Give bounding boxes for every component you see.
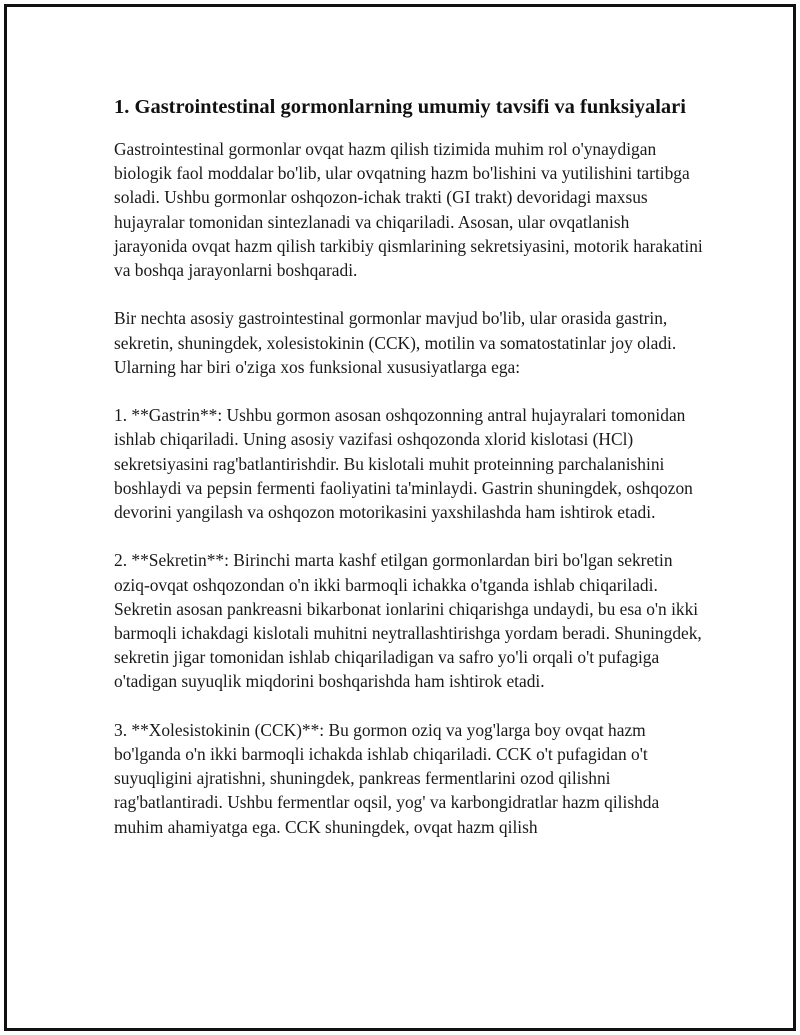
paragraph-cck: 3. **Xolesistokinin (CCK)**: Bu gormon oziq va yog'larga boy ovqat hazm bo'lganda o'n ikki barmoqli ichakda ishlab chiqariladi. CCK o't pufagidan o't suyuqligini ajratishni, shuningdek, pankreas fermentlarini ozod qilishni rag'batlantiradi. Ushbu fermentlar oqsil, yog' va karbongidratlar hazm qilishda muhim ahamiyatga ega. CCK shuningdek, ovqat hazm qilish [114,719,660,837]
section-heading: 1. Gastrointestinal gormonlarning umumiy tavsifi va funksiyalari [114,96,686,118]
paragraph-sekretin: 2. **Sekretin**: Birinchi marta kashf etilgan gormonlardan biri bo'lgan sekretin oziq-ovqat oshqozondan o'n ikki barmoqli ichakka o'tganda ishlab chiqariladi. Sekretin asosan pankreasni bikarbonat ionlarini chiqarishga undaydi, bu esa o'n ikki barmoqli ichakdagi kislotali muhitni neytrallashtirishga yordam beradi. Shuningdek, sekretin jigar tomonidan ishlab chiqariladigan va safro yo'li orqali o't pufagiga o'tadigan suyuqlik miqdorini boshqarishda ham ishtirok etadi. [114,550,702,692]
paragraph-hormones-list: Bir nechta asosiy gastrointestinal gormonlar mavjud bo'lib, ular orasida gastrin, sekretin, shuningdek, xolesistokinin (CCK), motilin va somatostatinlar joy oladi. Ularning har biri o'ziga xos funksional xususiyatlarga ega: [114,308,677,377]
document-body [114,93,704,863]
paragraph-intro: Gastrointestinal gormonlar ovqat hazm qilish tizimida muhim rol o'ynaydigan biologik faol moddalar bo'lib, ular ovqatning hazm bo'lishini va yutilishini tartibga soladi. Ushbu gormonlar oshqozon-ichak trakti (GI trakt) devoridagi maxsus hujayralar tomonidan sintezlanadi va chiqariladi. Asosan, ular ovqatlanish jarayonida ovqat hazm qilish tarkibiy qismlarining sekretsiyasini, motorik harakatini va boshqa jarayonlarni boshqaradi. [114,139,703,281]
paragraph-gastrin: 1. **Gastrin**: Ushbu gormon asosan oshqozonning antral hujayralari tomonidan ishlab chiqariladi. Uning asosiy vazifasi oshqozonda xlorid kislotasi (HCl) sekretsiyasini rag'batlantirishdir. Bu kislotali muhit proteinning parchalanishini boshlaydi va pepsin fermenti faoliyatini ta'minlaydi. Gastrin shuningdek, oshqozon devorini yangilash va oshqozon motorikasini yaxshilashda ham ishtirok etadi. [114,405,693,523]
